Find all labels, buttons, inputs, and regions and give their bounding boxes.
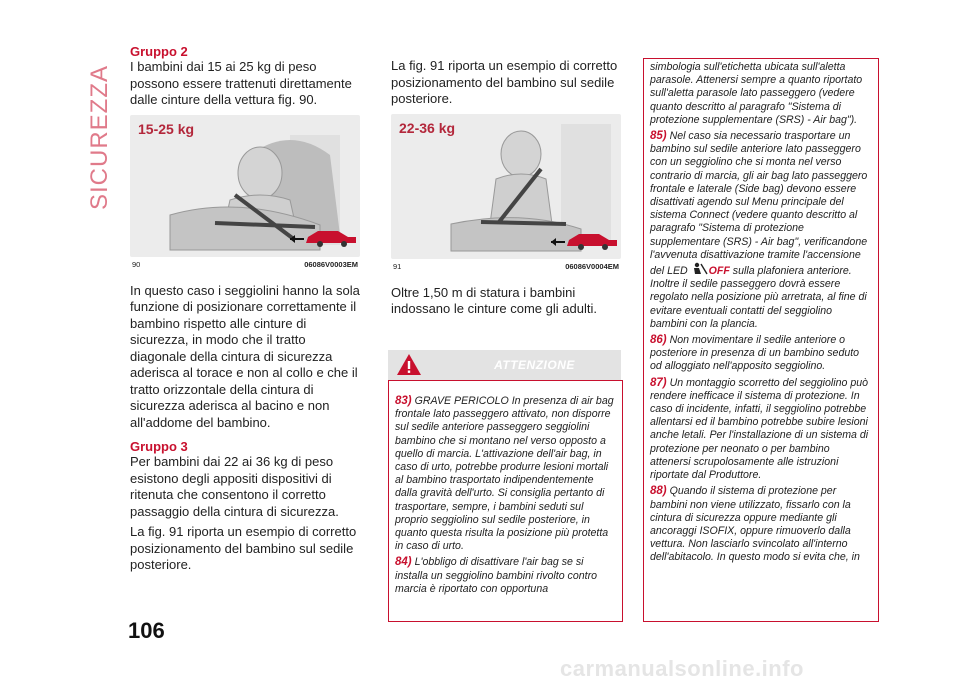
figure-91-code: 06086V0004EM xyxy=(565,261,619,271)
middle-para-2: Oltre 1,50 m di statura i bambini indossano le cinture come gli adulti. xyxy=(391,284,597,316)
section-tab xyxy=(86,40,116,220)
figure-90-caption xyxy=(130,257,360,271)
section-title: SICUREZZA xyxy=(86,64,113,210)
figure-90-code: 06086V0003EM xyxy=(304,259,358,269)
note-87: 87) Un montaggio scorretto del seggiolino può rendere inefficace il sistema di protezione. In caso di incidente, infatti, il seggiolino potrebbe allentarsi ed il bambino potrebbe subire lesioni anche letali. Per l'installazione di un sistema di protezione per neonato o per bambino attenersi scrupolosamente alle istruzioni riportate dal Produttore. xyxy=(650,376,869,482)
left-para-4: La fig. 91 riporta un esempio di corretto posizionamento del bambino sul sedile posteriore. xyxy=(130,524,357,572)
led-off-label: OFF xyxy=(708,265,730,278)
heading-gruppo-3: Gruppo 3 xyxy=(130,439,188,454)
figure-91-weight-label: 22-36 kg xyxy=(399,119,456,136)
warning-notes-box xyxy=(388,380,623,622)
note-85: 85) Nel caso sia necessario trasportare un bambino sul sedile anteriore lato passeggero con un seggiolino che si monta nel verso contrario di marcia, gli air bag lato passeggero frontale e laterale (Side bag) devono essere disattivati agendo sul Menu principale del sistema Connect (vedere quanto descritto al paragrafo "Sistema di protezione supplementare (SRS) - Air bag", verificandone l'avvenuta disattivazione tramite l'accensione del LED OFF sulla plafoniera anteriore. Inoltre il sedile passeggero dovrà essere regolato nella posizione più arretrata, al fine di evitare eventuali contatti del seggiolino bambini con la plancia. xyxy=(650,130,868,330)
heading-gruppo-2: Gruppo 2 xyxy=(130,44,188,59)
figure-90-number: 90 xyxy=(132,259,141,269)
right-notes-box xyxy=(643,58,879,622)
warning-box xyxy=(388,350,621,380)
note-84-continued: simbologia sull'etichetta ubicata sull'aletta parasole. Attenersi sempre a quanto riportato sull'aletta parasole lato passeggero (vedere quanto descritto al paragrafo "Sistema di protezione supplementare (SRS) - Air bag"). xyxy=(650,61,863,126)
note-86: 86) Non movimentare il sedile anteriore o posteriore in presenza di un bambino seduto od alloggiato nell'apposito seggiolino. xyxy=(650,334,860,373)
figure-90-weight-label: 15-25 kg xyxy=(138,120,195,137)
figure-90 xyxy=(130,115,360,257)
middle-column xyxy=(391,58,621,322)
watermark: carmanualsonline.info xyxy=(560,656,804,681)
passenger-airbag-off-icon xyxy=(691,262,709,276)
warning-triangle-icon xyxy=(396,353,422,377)
warning-title: ATTENZIONE xyxy=(494,358,575,372)
note-84: 84) L'obbligo di disattivare l'air bag se si installa un seggiolino bambini rivolto contro marcia è riportato con opportuna xyxy=(395,556,597,595)
figure-91-number: 91 xyxy=(393,261,402,271)
figure-91 xyxy=(391,114,621,259)
note-88: 88) Quando il sistema di protezione per bambini non viene utilizzato, fissarlo con la cintura di sicurezza oppure mediante gli ancoraggi ISOFIX, oppure rimuoverlo dalla vettura. Non lasciarlo svincolato all'interno dell'abitacolo. In questo modo si evita che, in xyxy=(650,485,860,564)
left-para-3: Per bambini dai 22 ai 36 kg di peso esistono degli appositi dispositivi di ritenuta che consentono il corretto passaggio della cintura di sicurezza. xyxy=(130,454,339,519)
note-83: 83) GRAVE PERICOLO In presenza di air bag frontale lato passeggero attivato, non disporre sul sedile anteriore passeggero seggiolini bambino che si montano nel verso opposto a quello di marcia. L'attivazione dell'air bag, in caso di urto, potrebbe produrre lesioni mortali al bambino trasportato indipendentemente dalla gravità dell'urto. Si consiglia pertanto di trasportare, sempre, i bambini seduti sul proprio seggiolino sul sedile posteriore, in quanto questa risulta la posizione più protetta in caso di urto. xyxy=(395,395,614,553)
figure-91-caption xyxy=(391,259,621,273)
page-number: 106 xyxy=(128,618,165,643)
warning-header xyxy=(388,350,621,380)
middle-para-1: La fig. 91 riporta un esempio di corretto posizionamento del bambino sul sedile posteriore. xyxy=(391,58,618,106)
left-column xyxy=(130,44,360,578)
left-para-1: I bambini dai 15 ai 25 kg di peso possono essere trattenuti direttamente dalle cinture della vettura fig. 90. xyxy=(130,59,352,107)
left-para-2: In questo caso i seggiolini hanno la sola funzione di posizionare correttamente il bambino rispetto alle cinture di sicurezza, in modo che il tratto diagonale della cintura di sicurezza aderisca al torace e non al collo e che il tratto orizzontale della cintura di sicurezza aderisca al bacino e non all'addome del bambino. xyxy=(130,282,360,430)
